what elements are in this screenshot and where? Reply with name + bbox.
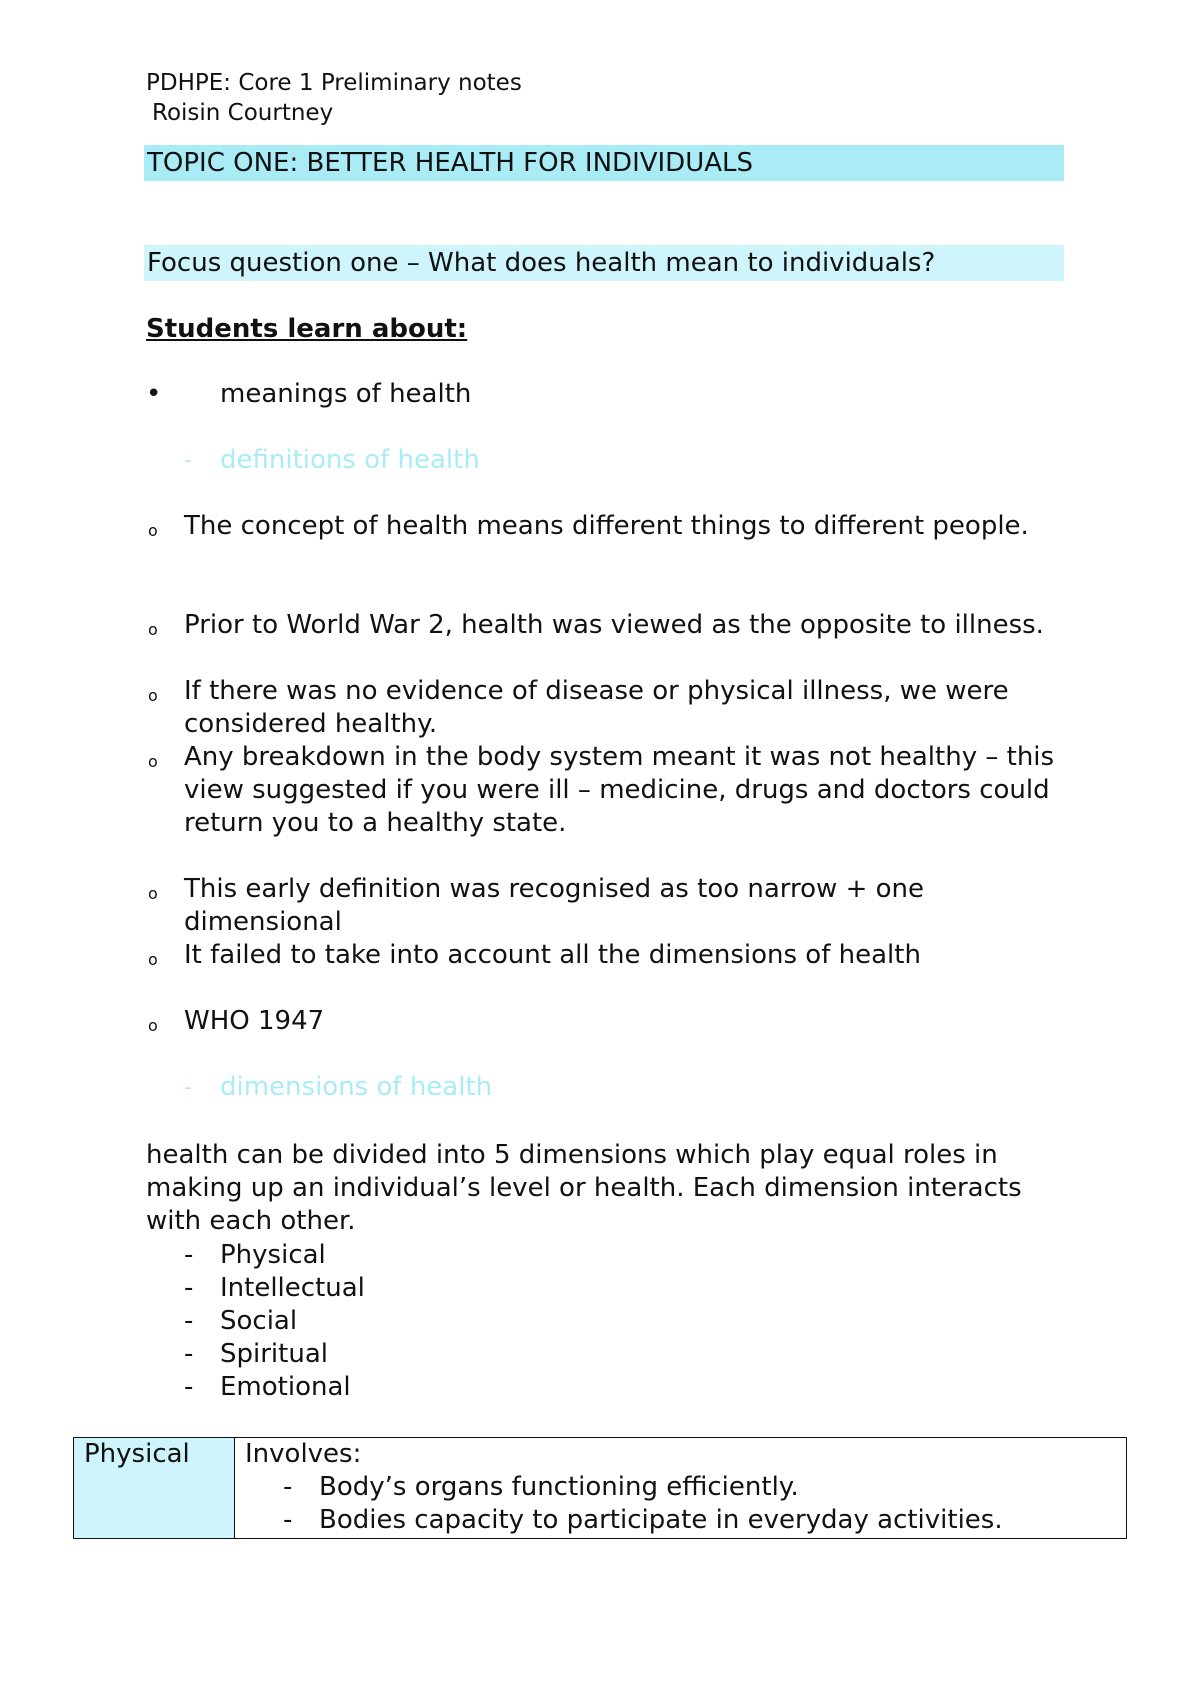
table-label-cell: Physical (74, 1438, 235, 1539)
document-header-author: Roisin Courtney (152, 100, 334, 126)
sub-heading-dash: - (184, 1075, 192, 1099)
bullet-text: meanings of health (220, 379, 472, 409)
point-text: Any breakdown in the body system meant it was not healthy – this view suggested if you were ill – medicine, drugs and doctors could return you to a healthy state. (184, 742, 1055, 838)
list-dash: - (283, 1472, 293, 1502)
table-body-cell (235, 1438, 1127, 1539)
list-dash: - (184, 1306, 194, 1336)
table-row (74, 1438, 1127, 1539)
point-text: The concept of health means different things to different people. (184, 511, 1029, 541)
table-list-text: Body’s organs functioning efficiently. (319, 1472, 799, 1502)
table-list-item (245, 1471, 1126, 1504)
point-mark: o (148, 1016, 158, 1035)
point-mark: o (148, 620, 158, 639)
point-text: It failed to take into account all the dimensions of health (184, 940, 921, 970)
document-header-title: PDHPE: Core 1 Preliminary notes (146, 70, 522, 96)
point-mark: o (148, 884, 158, 903)
sub-heading-text: dimensions of health (220, 1072, 493, 1102)
list-dash: - (184, 1273, 194, 1303)
students-learn-heading: Students learn about: (146, 314, 468, 344)
point-mark: o (148, 950, 158, 969)
bullet-mark: • (146, 379, 162, 409)
dimensions-paragraph: health can be divided into 5 dimensions which play equal roles in making up an individual’s level or health. Each dimension interacts with each other. (146, 1140, 1022, 1236)
list-dash: - (283, 1505, 293, 1535)
list-item-text: Physical (220, 1240, 326, 1270)
point-mark: o (148, 752, 158, 771)
list-dash: - (184, 1339, 194, 1369)
point-text: WHO 1947 (184, 1006, 325, 1036)
point-text: Prior to World War 2, health was viewed as the opposite to illness. (184, 610, 1044, 640)
dimension-table (73, 1437, 1127, 1539)
point-text: This early definition was recognised as too narrow + one dimensional (184, 874, 925, 937)
table-intro: Involves: (245, 1439, 362, 1469)
table-list-item (245, 1504, 1126, 1537)
list-item-text: Intellectual (220, 1273, 365, 1303)
list-item-text: Social (220, 1306, 298, 1336)
point-mark: o (148, 521, 158, 540)
table-list-text: Bodies capacity to participate in everyday activities. (319, 1505, 1003, 1535)
point-text: If there was no evidence of disease or physical illness, we were considered healthy. (184, 676, 1009, 739)
point-mark: o (148, 686, 158, 705)
list-item-text: Spiritual (220, 1339, 328, 1369)
topic-title: TOPIC ONE: BETTER HEALTH FOR INDIVIDUALS (144, 145, 1064, 181)
list-item-text: Emotional (220, 1372, 351, 1402)
focus-question: Focus question one – What does health mean to individuals? (144, 245, 1064, 281)
list-dash: - (184, 1372, 194, 1402)
list-dash: - (184, 1240, 194, 1270)
sub-heading-dash: - (184, 448, 192, 472)
sub-heading-text: definitions of health (220, 445, 480, 475)
